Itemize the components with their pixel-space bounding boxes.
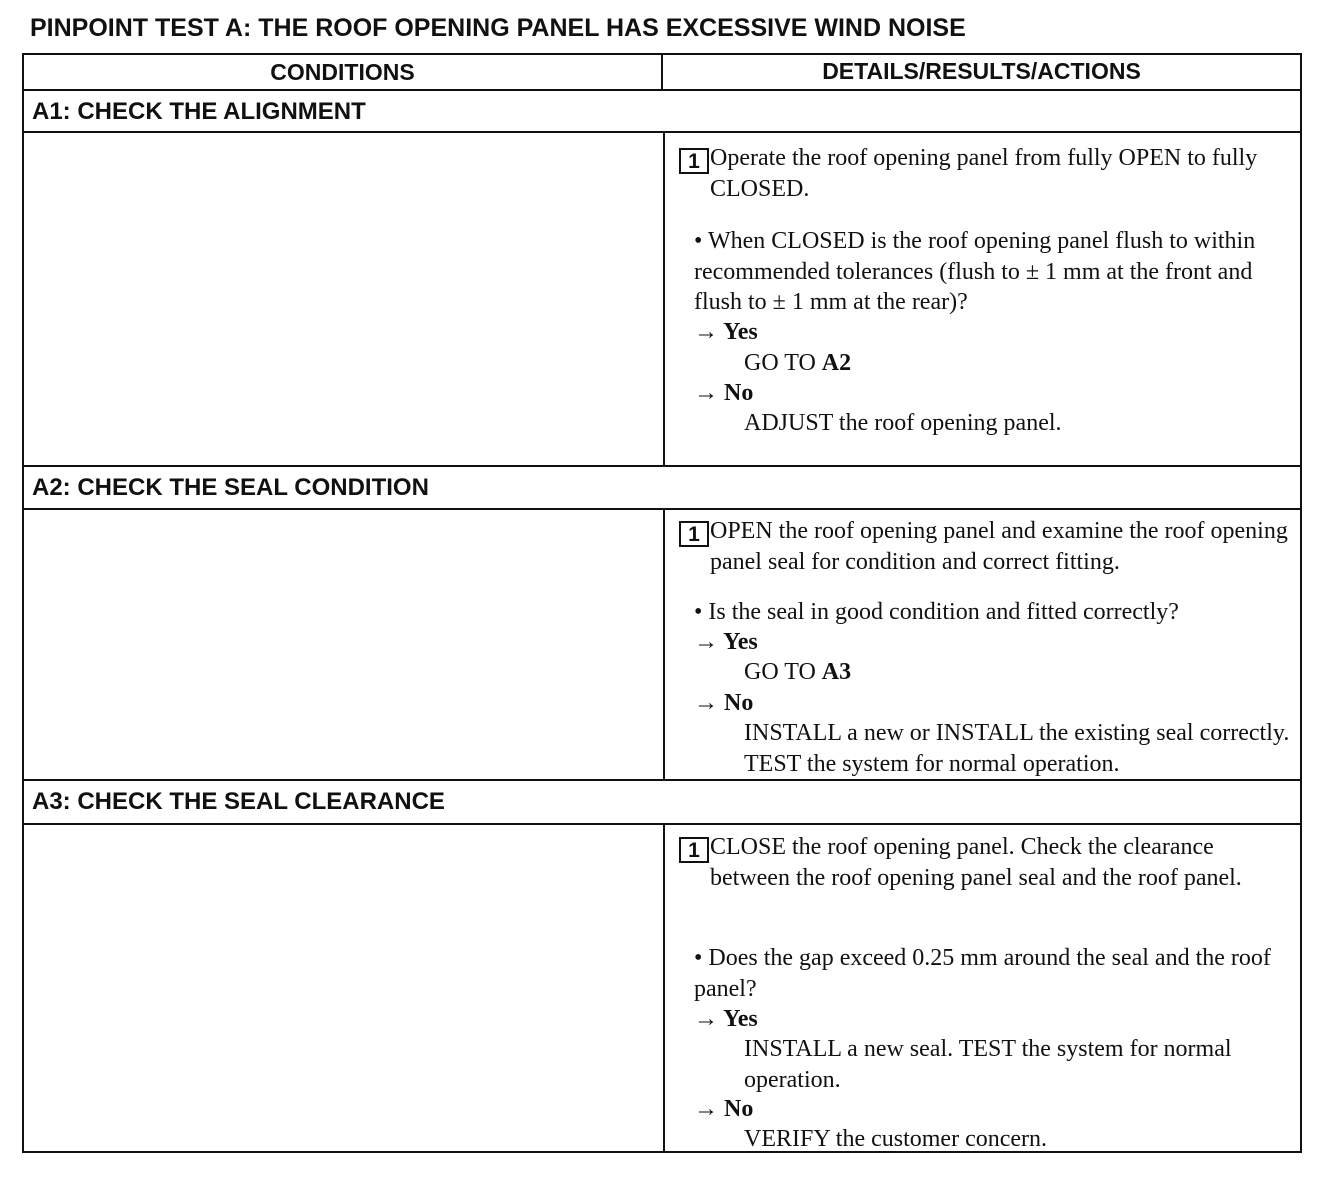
step-question: • Is the seal in good condition and fitted correctly?	[694, 599, 1179, 625]
no-action: VERIFY the customer concern.	[744, 1126, 1048, 1152]
yes-action: GO TO A2	[744, 350, 852, 376]
step-row-a2	[24, 510, 1300, 781]
yes-action: GO TO A3	[744, 659, 852, 685]
yes-answer-label: → Yes	[694, 319, 758, 345]
yes-answer-label: → Yes	[694, 1006, 758, 1032]
no-action: INSTALL a new or INSTALL the existing seal correctly. TEST the system for normal operation.	[744, 720, 1290, 777]
step-number-box: 1	[679, 148, 709, 174]
step-question: • Does the gap exceed 0.25 mm around the seal and the roof panel?	[694, 945, 1271, 1002]
step-number-box: 1	[679, 837, 709, 863]
step-instruction: Operate the roof opening panel from fully OPEN to fully CLOSED.	[710, 145, 1258, 202]
no-answer-label: → No	[694, 690, 754, 716]
table-header	[24, 55, 1300, 91]
conditions-cell	[24, 133, 665, 466]
step-instruction: OPEN the roof opening panel and examine the roof opening panel seal for condition and correct fitting.	[710, 518, 1288, 575]
yes-action: INSTALL a new seal. TEST the system for normal operation.	[744, 1036, 1232, 1093]
pinpoint-test-table	[22, 53, 1302, 1153]
step-instruction: CLOSE the roof opening panel. Check the clearance between the roof opening panel seal and the roof panel.	[710, 834, 1242, 891]
conditions-cell	[24, 825, 665, 1151]
conditions-cell	[24, 510, 665, 781]
step-number-box: 1	[679, 521, 709, 547]
no-action: ADJUST the roof opening panel.	[744, 410, 1062, 436]
no-answer-label: → No	[694, 1096, 754, 1122]
details-cell	[665, 510, 1300, 781]
details-cell	[665, 825, 1300, 1151]
details-column-header: DETAILS/RESULTS/ACTIONS	[822, 58, 1141, 84]
details-cell	[665, 133, 1300, 466]
yes-answer-label: → Yes	[694, 629, 758, 655]
step-heading-a2: A2: CHECK THE SEAL CONDITION	[24, 465, 1300, 510]
conditions-column-header: CONDITIONS	[24, 55, 663, 89]
step-heading-a3: A3: CHECK THE SEAL CLEARANCE	[24, 779, 1300, 825]
page-title: PINPOINT TEST A: THE ROOF OPENING PANEL HAS EXCESSIVE WIND NOISE	[30, 14, 966, 42]
step-heading-a1: A1: CHECK THE ALIGNMENT	[24, 91, 1300, 133]
step-row-a3	[24, 825, 1300, 1151]
no-answer-label: → No	[694, 380, 754, 406]
step-question: • When CLOSED is the roof opening panel flush to within recommended tolerances (flush to ± 1 mm at the front and flush to ± 1 mm at the rear)?	[694, 228, 1256, 315]
step-row-a1	[24, 133, 1300, 466]
